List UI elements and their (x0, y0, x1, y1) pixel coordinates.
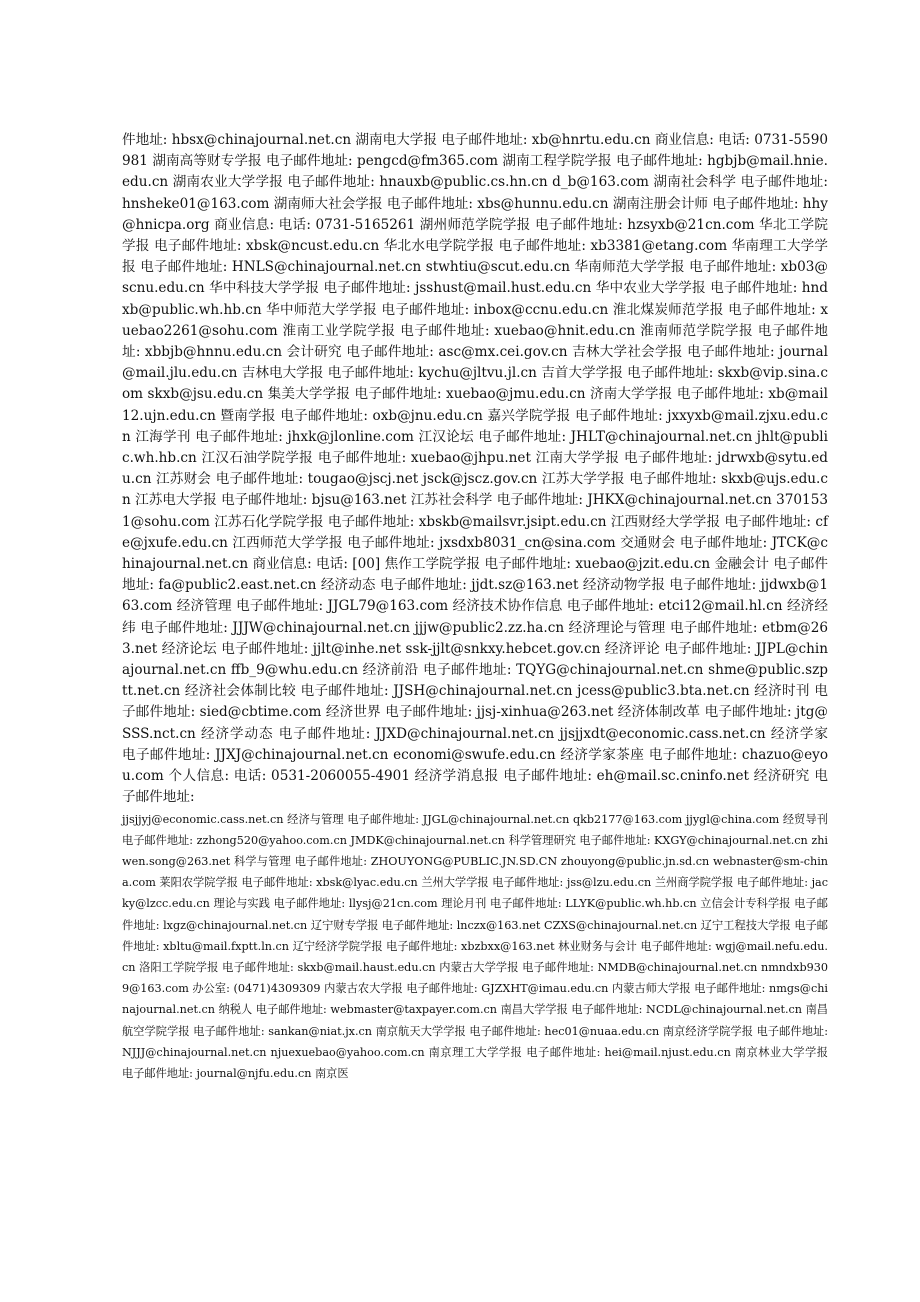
document-page (122, 130, 828, 1084)
journal-contact-text: 件地址: hbsx@chinajournal.net.cn 湖南电大学报 电子邮件地址: xb@hnrtu.edu.cn 商业信息: 电话: 0731-5590981 湖南高等财专学报 电子邮件地址: pengcd@fm365.com 湖南工程学院学报 电子邮件地址: hgbjb@mail.hnie.edu.cn 湖南农业大学学报 电子邮件地址: hnauxb@public.cs.hn.cn d_b@163.com 湖南社会科学 电子邮件地址: hnsheke01@163.com 湖南师大社会学报 电子邮件地址: xbs@hunnu.edu.cn 湖南注册会计师 电子邮件地址: hhy@hnicpa.org 商业信息: 电话: 0731-5165261 湖州师范学院学报 电子邮件地址: hzsyxb@21cn.com 华北工学院学报 电子邮件地址: xbsk@ncust.edu.cn 华北水电学院学报 电子邮件地址: xb3381@etang.com 华南理工大学学报 电子邮件地址: HNLS@chinajournal.net.cn stwhtiu@scut.edu.cn 华南师范大学学报 电子邮件地址: xb03@scnu.edu.cn 华中科技大学学报 电子邮件地址: jsshust@mail.hust.edu.cn 华中农业大学学报 电子邮件地址: hndxb@public.wh.hb.cn 华中师范大学学报 电子邮件地址: inbox@ccnu.edu.cn 淮北煤炭师范学报 电子邮件地址: xuebao2261@sohu.com 淮南工业学院学报 电子邮件地址: xuebao@hnit.edu.cn 淮南师范学院学报 电子邮件地址: xbbjb@hnnu.edu.cn 会计研究 电子邮件地址: asc@mx.cei.gov.cn 吉林大学社会学报 电子邮件地址: journal@mail.jlu.edu.cn 吉林电大学报 电子邮件地址: kychu@jltvu.jl.cn 吉首大学学报 电子邮件地址: skxb@vip.sina.com skxb@jsu.edu.cn 集美大学学报 电子邮件地址: xuebao@jmu.edu.cn 济南大学学报 电子邮件地址: xb@mail12.ujn.edu.cn 暨南学报 电子邮件地址: oxb@jnu.edu.cn 嘉兴学院学报 电子邮件地址: jxxyxb@mail.zjxu.edu.cn 江海学刊 电子邮件地址: jhxk@jlonline.com 江汉论坛 电子邮件地址: JHLT@chinajournal.net.cn jhlt@public.wh.hb.cn 江汉石油学院学报 电子邮件地址: xuebao@jhpu.net 江南大学学报 电子邮件地址: jdrwxb@sytu.edu.cn 江苏财会 电子邮件地址: tougao@jscj.net jsck@jscz.gov.cn 江苏大学学报 电子邮件地址: skxb@ujs.edu.cn 江苏电大学报 电子邮件地址: bjsu@163.net 江苏社会科学 电子邮件地址: JHKX@chinajournal.net.cn 3701531@sohu.com 江苏石化学院学报 电子邮件地址: xbskb@mailsvr.jsipt.edu.cn 江西财经大学学报 电子邮件地址: cfe@jxufe.edu.cn 江西师范大学学报 电子邮件地址: jxsdxb8031_cn@sina.com 交通财会 电子邮件地址: JTCK@chinajournal.net.cn 商业信息: 电话: [00] 焦作工学院学报 电子邮件地址: xuebao@jzit.edu.cn 金融会计 电子邮件地址: fa@public2.east.net.cn 经济动态 电子邮件地址: jjdt.sz@163.net 经济动物学报 电子邮件地址: jjdwxb@163.com 经济管理 电子邮件地址: JJGL79@163.com 经济技术协作信息 电子邮件地址: etci12@mail.hl.cn 经济经纬 电子邮件地址: JJJW@chinajournal.net.cn jjjw@public2.zz.ha.cn 经济理论与管理 电子邮件地址: etbm@263.net 经济论坛 电子邮件地址: jjlt@inhe.net ssk-jjlt@snkxy.hebcet.gov.cn 经济评论 电子邮件地址: JJPL@chinajournal.net.cn ffb_9@whu.edu.cn 经济前沿 电子邮件地址: TQYG@chinajournal.net.cn shme@public.szptt.net.cn 经济社会体制比较 电子邮件地址: JJSH@chinajournal.net.cn jcess@public3.bta.net.cn 经济时刊 电子邮件地址: sied@cbtime.com 经济世界 电子邮件地址: jjsj-xinhua@263.net 经济体制改革 电子邮件地址: jtg@SSS.nct.cn 经济学动态 电子邮件地址: JJXD@chinajournal.net.cn jjsjjxdt@economic.cass.net.cn 经济学家 电子邮件地址: JJXJ@chinajournal.net.cn economi@swufe.edu.cn 经济学家茶座 电子邮件地址: chazuo@eyou.com 个人信息: 电话: 0531-2060055-4901 经济学消息报 电子邮件地址: eh@mail.sc.cninfo.net 经济研究 电子邮件地址: (122, 132, 828, 806)
journal-contact-text-small: jjsjjyj@economic.cass.net.cn 经济与管理 电子邮件地址: JJGL@chinajournal.net.cn qkb2177@163.com jjygl@china.com 经贸导刊 电子邮件地址: zzhong520@yahoo.com.cn JMDK@chinajournal.net.cn 科学管理研究 电子邮件地址: KXGY@chinajournal.net.cn zhiwen.song@263.net 科学与管理 电子邮件地址: ZHOUYONG@PUBLIC.JN.SD.CN zhouyong@public.jn.sd.cn webnaster@sm-china.com 莱阳农学院学报 电子邮件地址: xbsk@lyac.edu.cn 兰州大学学报 电子邮件地址: jss@lzu.edu.cn 兰州商学院学报 电子邮件地址: jacky@lzcc.edu.cn 理论与实践 电子邮件地址: llysj@21cn.com 理论月刊 电子邮件地址: LLYK@public.wh.hb.cn 立信会计专科学报 电子邮件地址: lxgz@chinajournal.net.cn 辽宁财专学报 电子邮件地址: lnczx@163.net CZXS@chinajournal.net.cn 辽宁工程技大学报 电子邮件地址: xbltu@mail.fxptt.ln.cn 辽宁经济学院学报 电子邮件地址: xbzbxx@163.net 林业财务与会计 电子邮件地址: wgj@mail.nefu.edu.cn 洛阳工学院学报 电子邮件地址: skxb@mail.haust.edu.cn 内蒙古大学学报 电子邮件地址: NMDB@chinajournal.net.cn nmndxb9309@163.com 办公室: (0471)4309309 内蒙古农大学报 电子邮件地址: GJZXHT@imau.edu.cn 内蒙古师大学报 电子邮件地址: nmgs@chinajournal.net.cn 纳税人 电子邮件地址: webmaster@taxpayer.com.cn 南昌大学学报 电子邮件地址: NCDL@chinajournal.net.cn 南昌航空学院学报 电子邮件地址: sankan@niat.jx.cn 南京航天大学学报 电子邮件地址: hec01@nuaa.edu.cn 南京经济学院学报 电子邮件地址: NJJJ@chinajournal.net.cn njuexuebao@yahoo.com.cn 南京理工大学学报 电子邮件地址: hei@mail.njust.edu.cn 南京林业大学学报 电子邮件地址: journal@njfu.edu.cn 南京医 (122, 812, 828, 1080)
